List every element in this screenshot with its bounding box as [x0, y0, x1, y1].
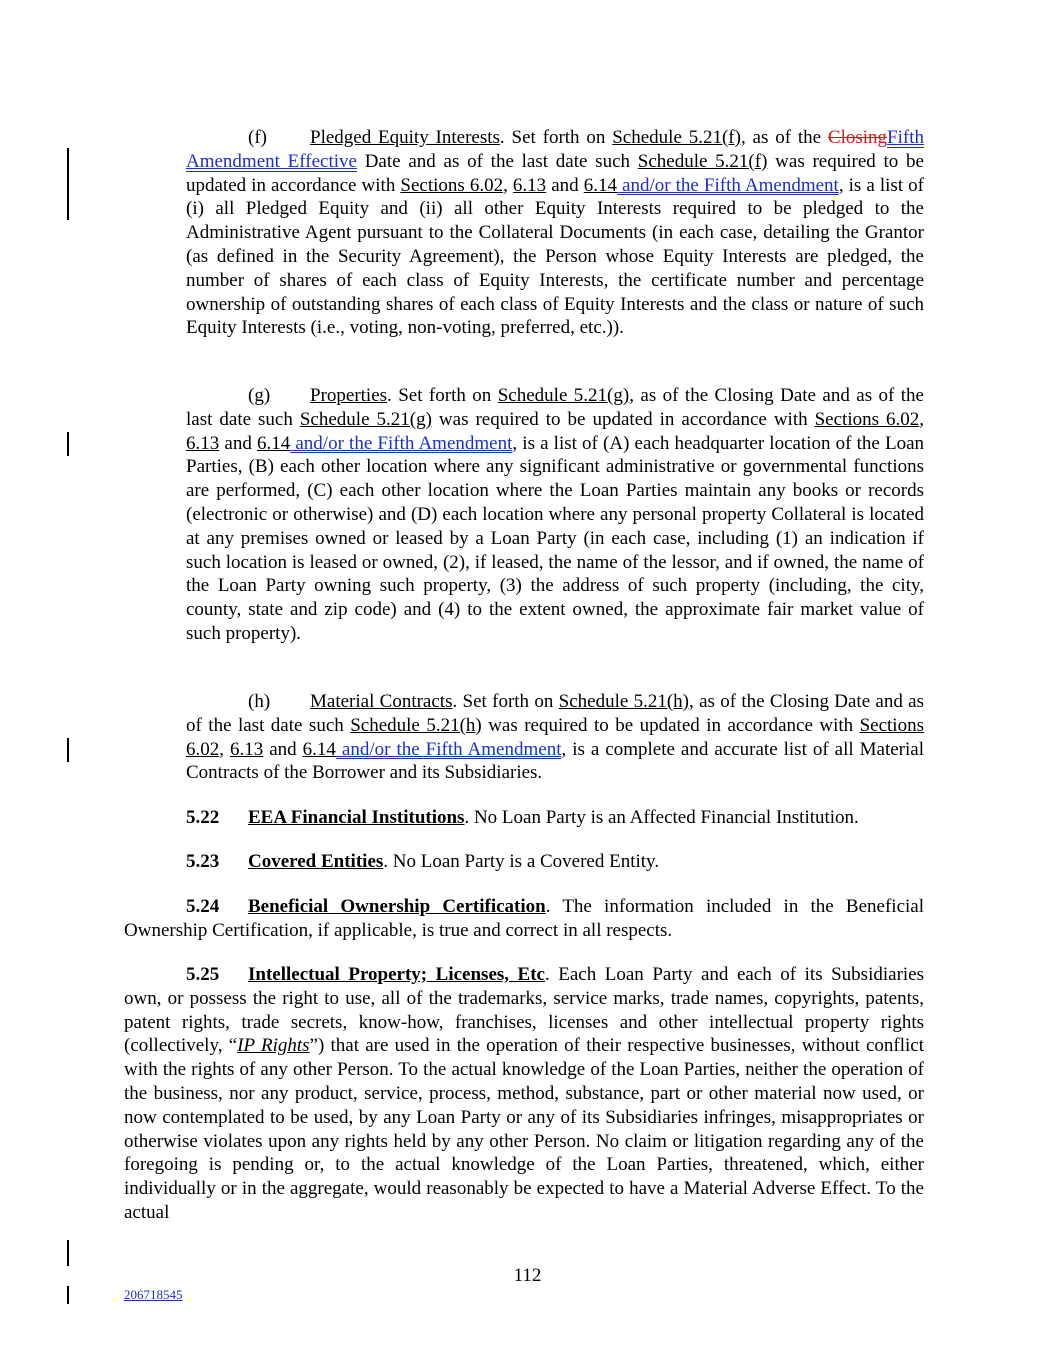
paragraph-g	[186, 384, 924, 646]
inserted-text: and/or the Fifth Amendment	[335, 738, 562, 760]
schedule-ref: Schedule 5.21(f)	[612, 127, 741, 148]
schedule-ref: Schedule 5.21(g)	[497, 385, 630, 406]
item-label: (h)	[248, 691, 271, 712]
item-label: (f)	[248, 127, 267, 148]
text-run: , is a list of (i) all Pledged Equity and (ii) all other Equity Interests required to be pledged to the Administrative Agent pursuant to the Collateral Documents (in each case, detailing the Grantor (as defined in the Security Agreement), the Person whose Equity Interests are pledged, the number of shares of each class of Equity Interests, the certificate number and percentage ownership of outstanding shares of each class of Equity Interests and the class or nature of such Equity Interests (i.e., voting, non-voting, preferred, etc.)).	[186, 174, 924, 339]
section-number: 5.23	[186, 851, 220, 872]
section-5-24	[124, 895, 924, 943]
text-run: ,	[219, 738, 230, 760]
section-ref: Sections 6.02	[814, 408, 920, 430]
text-run: . Set forth on	[387, 385, 498, 406]
item-label: (g)	[248, 385, 271, 406]
document-id: 206718545	[124, 1287, 183, 1302]
section-5-22	[124, 806, 924, 830]
text-run: was required to be updated in accordance with	[481, 714, 860, 736]
inserted-text: and/or the Fifth Amendment	[290, 432, 513, 454]
text-run: . The information included in the Beneficial Ownership Certification, if applicable, is true and correct in all respects.	[124, 896, 924, 941]
schedule-ref: Schedule 5.21(h)	[350, 714, 482, 736]
section-heading: EEA Financial Institutions	[248, 807, 465, 828]
section-ref: 6.14	[302, 738, 336, 760]
item-heading: Material Contracts	[310, 691, 453, 712]
defined-term: IP Rights	[237, 1035, 310, 1057]
text-run: Date and as of the last date such	[356, 150, 638, 172]
section-heading: Intellectual Property; Licenses, Etc	[248, 964, 545, 985]
paragraph-h	[186, 690, 924, 785]
text-run: , as of the Closing Date and as of the last date such	[186, 691, 924, 736]
section-number: 5.24	[186, 896, 220, 917]
section-5-25	[124, 963, 924, 1225]
text-run: . Set forth on	[452, 691, 559, 712]
deleted-text: Closing	[827, 127, 888, 148]
change-bar	[67, 1286, 69, 1304]
inserted-text: and/or the Fifth Amendment	[616, 174, 839, 196]
text-run: , as of the Closing Date and as of the last date such	[186, 385, 924, 430]
schedule-ref: Schedule 5.21(g)	[299, 408, 432, 430]
section-heading: Beneficial Ownership Certification	[248, 896, 546, 917]
paragraph-f	[186, 126, 924, 340]
item-heading: Properties	[310, 385, 388, 406]
section-ref: 6.13	[230, 738, 264, 760]
section-heading: Covered Entities	[248, 851, 384, 872]
text-run: , is a list of (A) each headquarter location of the Loan Parties, (B) each other location where any significant administrative or governmental functions are performed, (C) each other location where the Loan Parties maintain any books or records (electronic or otherwise) and (D) each location where any personal property Collateral is located at any premises owned or leased by a Loan Party (in each case, including (1) an indication if such location is leased or owned, (2), if leased, the name of the lessor, and if owned, the name of the Loan Party owning such property, (3) the address of such property (including, the city, county, state and zip code) and (4) to the extent owned, the approximate fair market value of such property).	[186, 432, 925, 644]
text-run: ,	[919, 408, 924, 430]
item-heading: Pledged Equity Interests	[310, 127, 500, 148]
text-run: . Each Loan Party and each of its Subsidiaries own, or possess the right to use, all of the trademarks, service marks, trade names, copyrights, patents, patent rights, trade secrets, know-how, franchises, licenses and other intellectual property rights (collectively, “	[124, 964, 924, 1057]
section-5-23	[124, 850, 924, 874]
section-number: 5.25	[186, 964, 220, 985]
text-run: ”) that are used in the operation of their respective businesses, without conflict with the rights of any other Person. To the actual knowledge of the Loan Parties, neither the operation of the business, nor any product, service, process, method, substance, part or other material now used, or now contemplated to be used, by any Loan Party or any of its Subsidiaries infringes, misappropriates or otherwise violates upon any rights held by any other Person. No claim or litigation regarding any of the foregoing is pending or, to the actual knowledge of the Loan Parties, threatened, which, either individually or in the aggregate, would reasonably be expected to have a Material Adverse Effect. To the actual	[124, 1035, 925, 1223]
inserted-text: Fifth Amendment Effective	[186, 127, 924, 172]
text-run: . No Loan Party is an Affected Financial Institution.	[464, 807, 859, 828]
text-run: . Set forth on	[499, 127, 613, 148]
change-bar	[67, 148, 69, 220]
text-run: ,	[503, 174, 513, 196]
page-number: 112	[513, 1265, 542, 1286]
section-ref: 6.13	[186, 432, 220, 454]
text-run: was required to be updated in accordance with	[431, 408, 815, 430]
text-run: . No Loan Party is a Covered Entity.	[383, 851, 660, 872]
section-ref: 6.13	[512, 174, 547, 196]
schedule-ref: Schedule 5.21(h)	[558, 691, 690, 712]
text-run: and	[546, 174, 584, 196]
section-ref: Sections 6.02	[400, 174, 504, 196]
change-bar	[67, 738, 69, 762]
section-ref: 6.14	[256, 432, 291, 454]
change-bar	[67, 1240, 69, 1266]
schedule-ref: Schedule 5.21(f)	[637, 150, 768, 172]
text-run: , as of the	[740, 127, 828, 148]
section-ref: 6.14	[583, 174, 617, 196]
text-run: , is a complete and accurate list of all Material Contracts of the Borrower and its Subsidiaries.	[186, 738, 924, 784]
section-number: 5.22	[186, 807, 220, 828]
section-ref: Sections 6.02	[186, 714, 924, 760]
text-run: was required to be updated in accordance with	[186, 150, 924, 196]
text-run: and	[219, 432, 257, 454]
change-bar	[67, 432, 69, 456]
text-run: and	[263, 738, 303, 760]
